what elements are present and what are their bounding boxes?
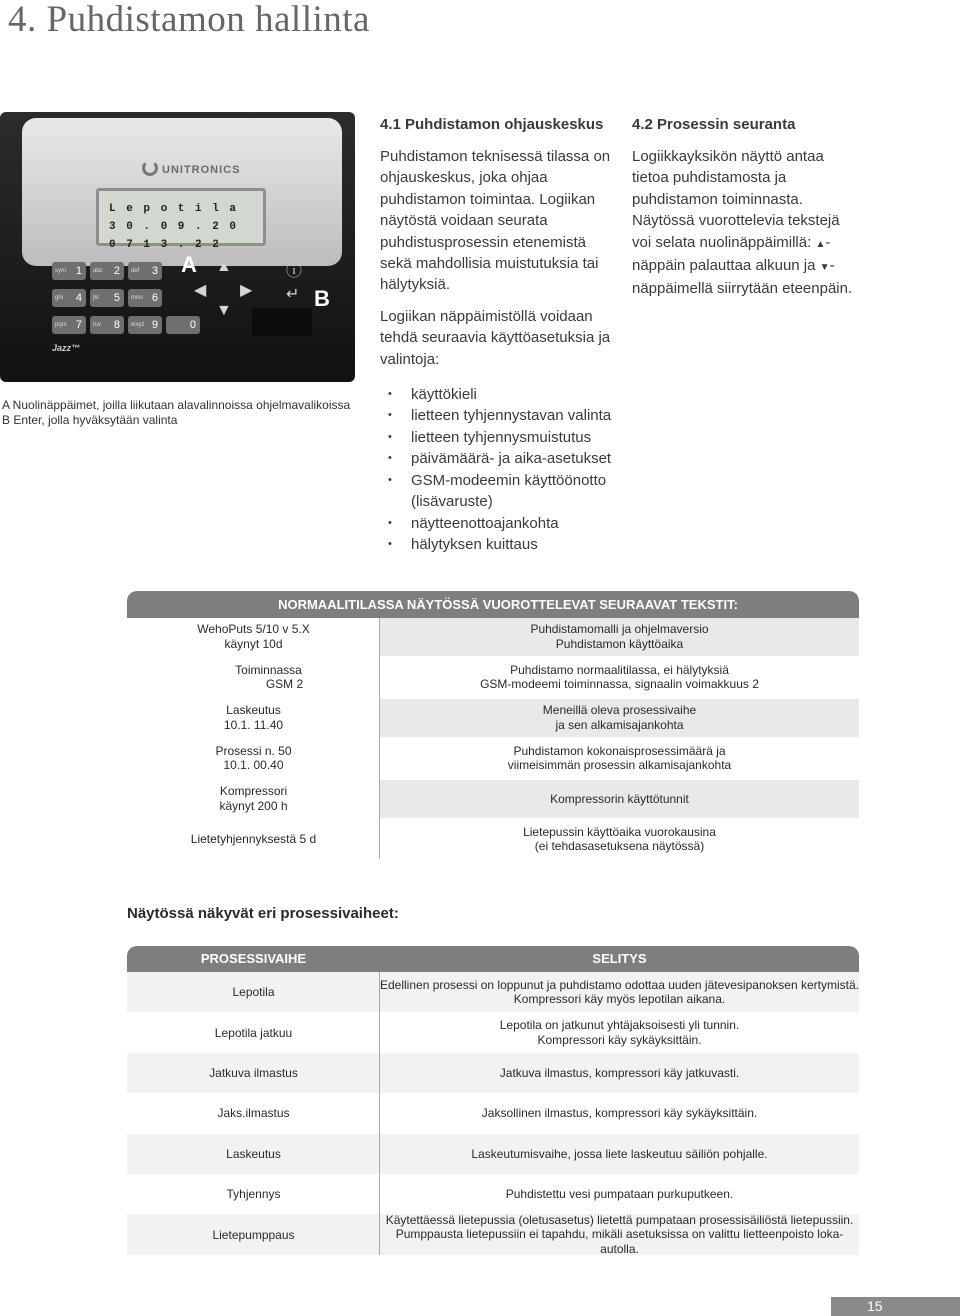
- key-9: wxyz 9: [128, 316, 162, 334]
- key-2: abc 2: [90, 262, 124, 280]
- list-item: • päivämäärä- ja aika-asetukset: [380, 448, 615, 469]
- process-phases-table: [127, 946, 859, 1255]
- section-4-1-paragraph-2: Logiikan näppäimistöllä voidaan tehdä seuraavia käyttöasetuksia ja valintoja:: [380, 307, 611, 368]
- key-1: sym 1: [52, 262, 86, 280]
- model-name: Jazz™: [52, 343, 81, 353]
- brand-mark-icon: [142, 160, 158, 176]
- list-item: • käyttökieli: [380, 384, 615, 405]
- label-b: B: [314, 286, 330, 311]
- section-4-2: [632, 115, 860, 310]
- section-4-1: [380, 115, 615, 555]
- table-row: Lepotila jatkuu Lepotila on jatkunut yhtäjaksoisesti yli tunnin. Kompressori käy sykäyksittäin.: [214, 1018, 740, 1047]
- key-4: ghi 4: [52, 289, 86, 307]
- table-body: [127, 972, 859, 1255]
- key-8: tuv 8: [90, 316, 124, 334]
- caption-b: B Enter, jolla hyväksytään valinta: [2, 413, 178, 427]
- lcd-line-1: L e p o t i l a: [109, 203, 239, 215]
- arrow-left-icon: ◀: [194, 282, 207, 299]
- list-item: • lietteen tyhjennystavan valinta: [380, 405, 615, 426]
- label-a: A: [181, 252, 197, 277]
- table-row: Lepotila Edellinen prosessi on loppunut ja puhdistamo odottaa uuden jätevesipanoksen kertymistä. Kompressori käy myös lepotilan aikana.: [127, 972, 859, 1012]
- table-body: [127, 618, 859, 861]
- up-triangle-icon: ▲: [815, 238, 826, 250]
- down-triangle-icon: ▼: [819, 262, 830, 274]
- table-row: Prosessi n. 50 10.1. 00.40 Puhdistamon kokonaisprosessimäärä ja viimeisimmän prosessin alkamisajankohta: [127, 740, 859, 781]
- lcd-display: [96, 188, 266, 251]
- list-item: • lietteen tyhjennysmuistutus: [380, 427, 615, 448]
- table-row: Jaks.ilmastus Jaksollinen ilmastus, kompressori käy sykäyksittäin.: [217, 1106, 758, 1121]
- table-row: Laskeutus Laskeutumisvaihe, jossa liete laskeutuu säiliön pohjalle.: [127, 1134, 859, 1174]
- table-row: Tyhjennys Puhdistettu vesi pumpataan purkuputkeen.: [226, 1186, 734, 1202]
- list-item: • hälytyksen kuittaus: [380, 534, 615, 555]
- lcd-line-2: 3 0 . 0 9 . 2 0 0 7 1 3 . 2 2: [109, 221, 239, 251]
- photo-caption: [2, 398, 350, 428]
- list-item: • GSM-modeemin käyttöönotto (lisävaruste): [380, 470, 615, 513]
- table-row: Jatkuva ilmastus Jatkuva ilmastus, kompressori käy jatkuvasti.: [127, 1053, 859, 1093]
- table-row: Kompressori käynyt 200 h Kompressorin käyttötunnit: [127, 780, 859, 821]
- controller-photo: [0, 112, 355, 382]
- caption-a: A Nuolinäppäimet, joilla liikutaan alavalinnoissa ohjelmavalikoissa: [2, 398, 351, 412]
- settings-list: [380, 384, 615, 555]
- table-row: WehoPuts 5/10 v 5.X käynyt 10d Puhdistamomalli ja ohjelmaversio Puhdistamon käyttöaika: [127, 618, 859, 659]
- section-4-2-heading: 4.2 Prosessin seuranta: [632, 116, 796, 133]
- header-phase: PROSESSIVAIHE: [200, 951, 307, 966]
- display-slot: [252, 308, 312, 336]
- arrow-up-icon: ▲: [216, 258, 232, 275]
- header-description: SELITYS: [592, 951, 647, 966]
- key-3: def 3: [128, 262, 162, 280]
- section-4-2-paragraph: Logiikkayksikön näyttö antaa tietoa puhdistamosta ja puhdistamon toiminnasta. Näytössä vuorottelevia tekstejä voi selata nuolinäppäimillä: ▲-näppäin palauttaa alkuun ja ▼-näppäimellä siirrytään eteenpäin.: [632, 148, 853, 298]
- section-4-1-heading: 4.1 Puhdistamon ohjauskeskus: [380, 116, 604, 133]
- arrow-right-icon: ▶: [240, 282, 253, 299]
- table-row: Lietepumppaus Käytettäessä lietepussia (oletusasetus) lietettä pumpataan prosessisäiliöstä lietepussiin. Pumppausta lietepussiin ei tapahdu, mikäli asetuksissa on valittu lietteenpoisto loka-autolla.: [127, 1214, 859, 1254]
- page-number: 15: [831, 1297, 960, 1316]
- table-row: Lietetyhjennyksestä 5 d Lietepussin käyttöaika vuorokausina (ei tehdasasetuksena näytössä): [127, 821, 859, 862]
- page-title: 4. Puhdistamon hallinta: [8, 0, 370, 40]
- table-row: Laskeutus 10.1. 11.40 Meneillä oleva prosessivaihe ja sen alkamisajankohta: [127, 699, 859, 740]
- key-0: 0: [166, 316, 200, 334]
- table-header: [127, 946, 859, 972]
- key-6: mno 6: [128, 289, 162, 307]
- section-4-1-paragraph-1: Puhdistamon teknisessä tilassa on ohjauskeskus, joka ohjaa puhdistamon toimintaa. Logiikan näytöstä voidaan seurata puhdistusprosessin etenemistä sekä mahdollisia muistutuksia tai hälytyksiä.: [380, 148, 611, 294]
- key-5: jkl 5: [90, 289, 124, 307]
- rotating-texts-table: [127, 591, 859, 861]
- list-item: • näytteenottoajankohta: [380, 513, 615, 534]
- brand-logo: UNITRONICS: [142, 158, 282, 182]
- key-7: pqrs 7: [52, 316, 86, 334]
- arrow-down-icon: ▼: [216, 302, 232, 319]
- table-header: NORMAALITILASSA NÄYTÖSSÄ VUOROTTELEVAT SEURAAVAT TEKSTIT:: [127, 591, 859, 618]
- info-icon: ⓘ: [286, 263, 303, 280]
- column-divider: [379, 972, 380, 1255]
- table-row: Toiminnassa GSM 2 Puhdistamo normaalitilassa, ei hälytyksiä GSM-modeemi toiminnassa, signaalin voimakkuus 2: [127, 659, 859, 700]
- phases-title: Näytössä näkyvät eri prosessivaiheet:: [127, 905, 399, 922]
- column-divider: [379, 618, 380, 859]
- enter-icon: ↵: [286, 286, 300, 303]
